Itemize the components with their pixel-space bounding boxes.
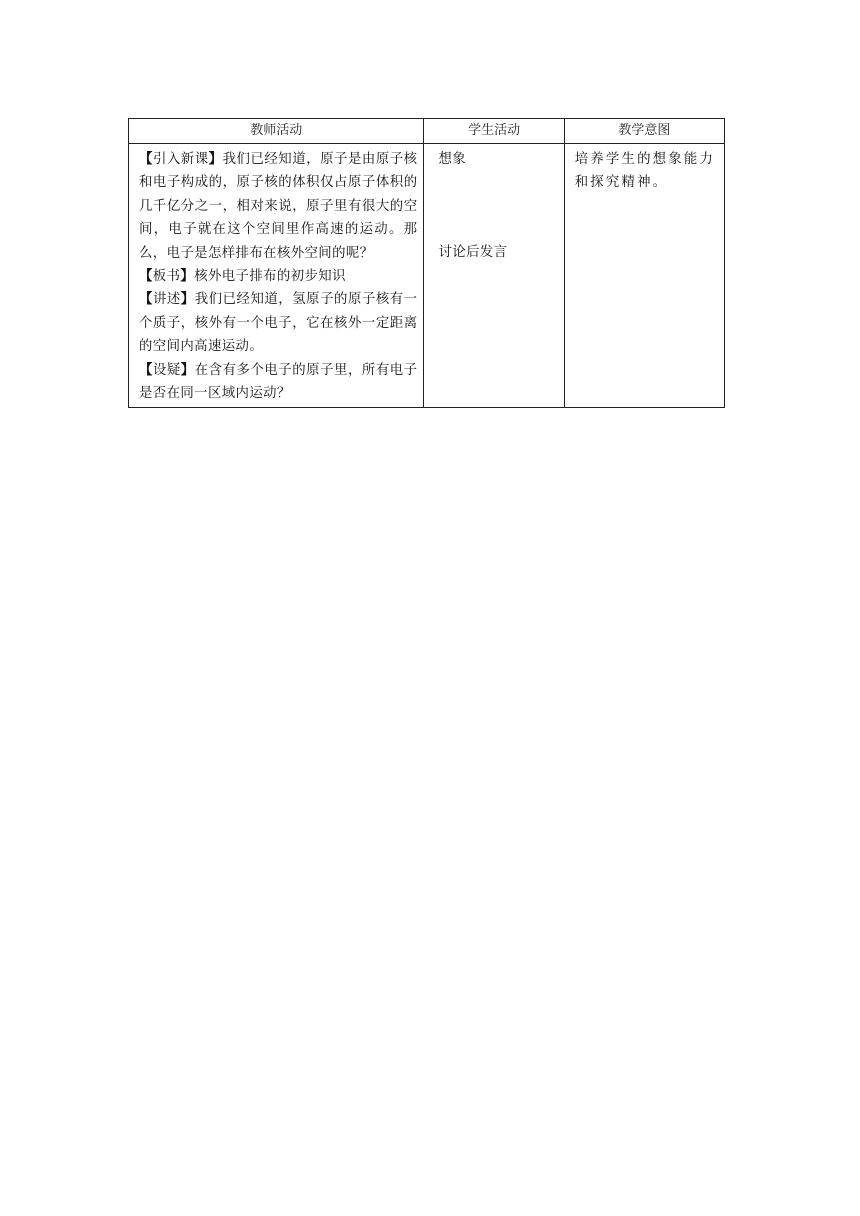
header-teaching-intent: 教学意图: [564, 119, 724, 144]
text-intro: 我们已经知道，原子是由原子核和电子构成的，原子核的体积仅占原子体积的几千亿分之一，相对来说，原子里有很大的空间，电子就在这个空间里作高速的运动。那么，电子是怎样排布在核外空间的呢？: [139, 152, 418, 261]
table-header-row: [129, 119, 725, 144]
tag-intro: 引入新课: [152, 152, 209, 167]
teacher-paragraph-question: 【设疑】在含有多个电子的原子里，所有电子是否在同一区域内运动？: [139, 362, 418, 402]
text-board: 核外电子排布的初步知识: [194, 269, 346, 285]
tag-question: 设疑: [152, 362, 181, 378]
student-activity-imagine: 想象: [438, 152, 467, 167]
student-activity-cell: [424, 144, 564, 408]
teacher-paragraph-board: 【板书】核外电子排布的初步知识: [139, 269, 346, 285]
tag-lecture: 讲述: [152, 292, 181, 308]
teacher-paragraph-lecture: 【讲述】我们已经知道，氢原子的原子核有一个质子，核外有一个电子，它在核外一定距离的空间内高速运动。: [139, 292, 418, 355]
text-question: 在含有多个电子的原子里，所有电子是否在同一区域内运动？: [139, 362, 418, 402]
teacher-activity-cell: [129, 144, 424, 408]
text-lecture: 我们已经知道，氢原子的原子核有一个质子，核外有一个电子，它在核外一定距离的空间内高速运动。: [139, 292, 418, 355]
table-row: [129, 144, 725, 408]
teacher-paragraph-intro: 【引入新课】我们已经知道，原子是由原子核和电子构成的，原子核的体积仅占原子体积的几千亿分之一，相对来说，原子里有很大的空间，电子就在这个空间里作高速的运动。那么，电子是怎样排布在核外空间的呢？: [139, 152, 418, 261]
tag-board: 板书: [152, 269, 181, 285]
teaching-intent-text: 培养学生的想象能力和探究精神。: [574, 152, 716, 191]
lesson-plan-table: [128, 118, 725, 408]
student-activity-discuss: 讨论后发言: [438, 245, 508, 261]
header-student-activity: 学生活动: [424, 119, 564, 144]
teaching-intent-cell: [564, 144, 724, 408]
header-teacher-activity: 教师活动: [129, 119, 424, 144]
